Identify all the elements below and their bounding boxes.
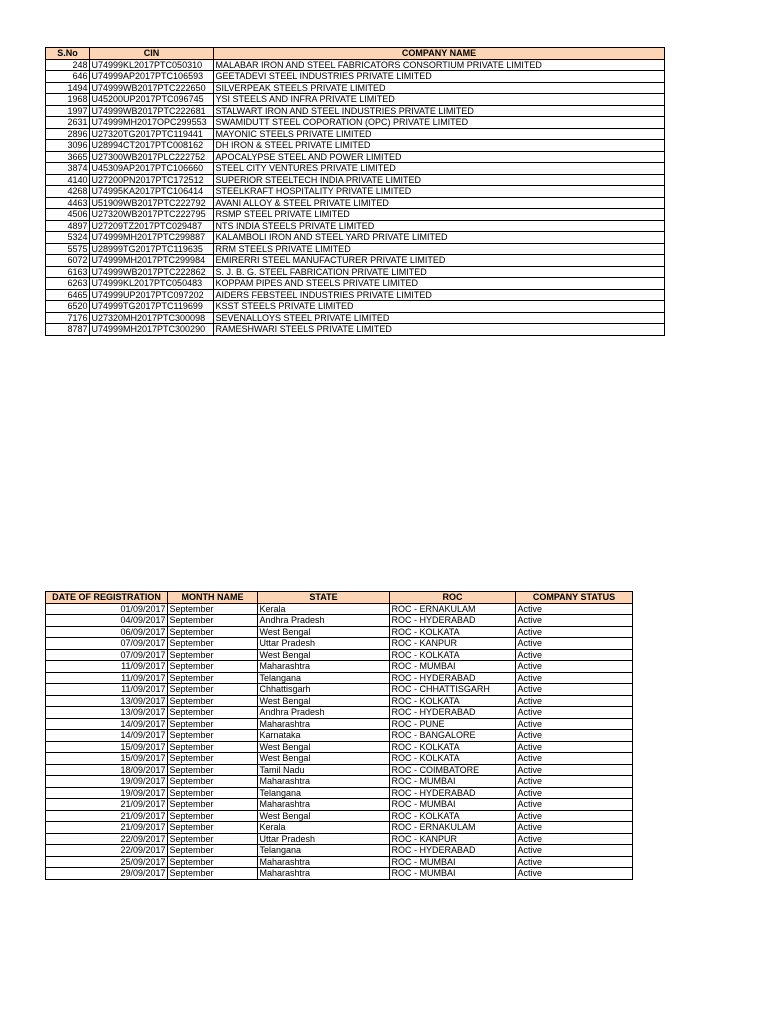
registration-date-cell: 11/09/2017 <box>46 684 168 696</box>
sno-cell: 2631 <box>46 117 90 129</box>
roc-cell: ROC - KOLKATA <box>390 741 516 753</box>
cin-cell: U51909WB2017PTC222792 <box>90 197 214 209</box>
company-status-cell: Active <box>516 638 633 650</box>
month-name-cell: September <box>168 661 258 673</box>
table-row <box>46 220 665 232</box>
company-status-cell: Active <box>516 661 633 673</box>
header-roc: ROC <box>390 592 516 604</box>
month-name-cell: September <box>168 856 258 868</box>
roc-cell: ROC - MUMBAI <box>390 799 516 811</box>
registration-date-cell: 21/09/2017 <box>46 810 168 822</box>
state-cell: West Bengal <box>258 753 390 765</box>
registration-date-cell: 18/09/2017 <box>46 764 168 776</box>
state-cell: Maharashtra <box>258 868 390 880</box>
table-row <box>46 626 633 638</box>
sno-cell: 1494 <box>46 82 90 94</box>
sno-cell: 646 <box>46 71 90 83</box>
table-row <box>46 312 665 324</box>
company-status-cell: Active <box>516 787 633 799</box>
table-row <box>46 59 665 71</box>
roc-cell: ROC - KOLKATA <box>390 649 516 661</box>
table-row <box>46 163 665 175</box>
registration-date-cell: 11/09/2017 <box>46 661 168 673</box>
month-name-cell: September <box>168 615 258 627</box>
month-name-cell: September <box>168 638 258 650</box>
registration-date-cell: 29/09/2017 <box>46 868 168 880</box>
state-cell: West Bengal <box>258 810 390 822</box>
cin-cell: U74999KL2017PTC050310 <box>90 59 214 71</box>
roc-cell: ROC - HYDERABAD <box>390 787 516 799</box>
sno-cell: 4506 <box>46 209 90 221</box>
registration-date-cell: 13/09/2017 <box>46 695 168 707</box>
table-row <box>46 845 633 857</box>
sno-cell: 8787 <box>46 324 90 336</box>
registration-date-cell: 07/09/2017 <box>46 649 168 661</box>
month-name-cell: September <box>168 672 258 684</box>
state-cell: Kerala <box>258 603 390 615</box>
month-name-cell: September <box>168 845 258 857</box>
company-status-cell: Active <box>516 615 633 627</box>
roc-cell: ROC - HYDERABAD <box>390 845 516 857</box>
company-status-cell: Active <box>516 626 633 638</box>
company-status-cell: Active <box>516 799 633 811</box>
state-cell: Uttar Pradesh <box>258 638 390 650</box>
company-status-cell: Active <box>516 603 633 615</box>
table-row <box>46 764 633 776</box>
company-name-cell: SUPERIOR STEELTECH INDIA PRIVATE LIMITED <box>214 174 665 186</box>
table-row <box>46 128 665 140</box>
company-status-cell: Active <box>516 856 633 868</box>
company-status-cell: Active <box>516 753 633 765</box>
company-status-cell: Active <box>516 868 633 880</box>
state-cell: Uttar Pradesh <box>258 833 390 845</box>
month-name-cell: September <box>168 695 258 707</box>
table-row <box>46 856 633 868</box>
state-cell: West Bengal <box>258 741 390 753</box>
table-row <box>46 266 665 278</box>
table-row <box>46 278 665 290</box>
cin-cell: U74999TG2017PTC119699 <box>90 301 214 313</box>
table-row <box>46 94 665 106</box>
roc-cell: ROC - MUMBAI <box>390 776 516 788</box>
month-name-cell: September <box>168 753 258 765</box>
roc-cell: ROC - KANPUR <box>390 833 516 845</box>
table-row <box>46 255 665 267</box>
company-name-cell: KALAMBOLI IRON AND STEEL YARD PRIVATE LIMITED <box>214 232 665 244</box>
cin-cell: U74999MH2017PTC299887 <box>90 232 214 244</box>
registration-date-cell: 19/09/2017 <box>46 787 168 799</box>
company-name-cell: GEETADEVI STEEL INDUSTRIES PRIVATE LIMITED <box>214 71 665 83</box>
table-row <box>46 615 633 627</box>
registration-date-cell: 04/09/2017 <box>46 615 168 627</box>
company-name-cell: MALABAR IRON AND STEEL FABRICATORS CONSORTIUM PRIVATE LIMITED <box>214 59 665 71</box>
cin-cell: U74999WB2017PTC222681 <box>90 105 214 117</box>
roc-cell: ROC - HYDERABAD <box>390 707 516 719</box>
company-status-cell: Active <box>516 730 633 742</box>
company-name-cell: RSMP STEEL PRIVATE LIMITED <box>214 209 665 221</box>
roc-cell: ROC - CHHATTISGARH <box>390 684 516 696</box>
table-row <box>46 822 633 834</box>
roc-cell: ROC - KANPUR <box>390 638 516 650</box>
table-row <box>46 232 665 244</box>
company-name-cell: KSST STEELS PRIVATE LIMITED <box>214 301 665 313</box>
sno-cell: 6520 <box>46 301 90 313</box>
roc-cell: ROC - ERNAKULAM <box>390 603 516 615</box>
state-cell: Chhattisgarh <box>258 684 390 696</box>
cin-cell: U45200UP2017PTC096745 <box>90 94 214 106</box>
table-row <box>46 243 665 255</box>
cin-cell: U27320MH2017PTC300098 <box>90 312 214 324</box>
month-name-cell: September <box>168 868 258 880</box>
cin-cell: U74995KA2017PTC106414 <box>90 186 214 198</box>
table-row <box>46 649 633 661</box>
company-status-cell: Active <box>516 845 633 857</box>
registration-date-cell: 19/09/2017 <box>46 776 168 788</box>
registration-table <box>45 591 633 880</box>
company-status-cell: Active <box>516 776 633 788</box>
table-row <box>46 776 633 788</box>
sno-cell: 3874 <box>46 163 90 175</box>
sno-cell: 1997 <box>46 105 90 117</box>
registration-date-cell: 21/09/2017 <box>46 799 168 811</box>
company-status-cell: Active <box>516 672 633 684</box>
table-row <box>46 718 633 730</box>
company-name-cell: AVANI ALLOY & STEEL PRIVATE LIMITED <box>214 197 665 209</box>
roc-cell: ROC - KOLKATA <box>390 626 516 638</box>
company-name-cell: MAYONIC STEELS PRIVATE LIMITED <box>214 128 665 140</box>
state-cell: West Bengal <box>258 626 390 638</box>
company-name-cell: RAMESHWARI STEELS PRIVATE LIMITED <box>214 324 665 336</box>
cin-cell: U27320TG2017PTC119441 <box>90 128 214 140</box>
table-row <box>46 672 633 684</box>
table-row <box>46 289 665 301</box>
cin-cell: U45309AP2017PTC106660 <box>90 163 214 175</box>
company-status-cell: Active <box>516 718 633 730</box>
company-name-cell: APOCALYPSE STEEL AND POWER LIMITED <box>214 151 665 163</box>
month-name-cell: September <box>168 707 258 719</box>
table-row <box>46 117 665 129</box>
state-cell: Maharashtra <box>258 776 390 788</box>
company-name-cell: SILVERPEAK STEELS PRIVATE LIMITED <box>214 82 665 94</box>
roc-cell: ROC - MUMBAI <box>390 856 516 868</box>
sno-cell: 1968 <box>46 94 90 106</box>
cin-cell: U27209TZ2017PTC029487 <box>90 220 214 232</box>
table-row <box>46 186 665 198</box>
cin-cell: U74999WB2017PTC222862 <box>90 266 214 278</box>
state-cell: Andhra Pradesh <box>258 707 390 719</box>
table-row <box>46 753 633 765</box>
company-name-cell: RRM STEELS PRIVATE LIMITED <box>214 243 665 255</box>
cin-cell: U27200PN2017PTC172512 <box>90 174 214 186</box>
sno-cell: 5575 <box>46 243 90 255</box>
state-cell: Telangana <box>258 845 390 857</box>
header-month-name: MONTH NAME <box>168 592 258 604</box>
sno-cell: 5324 <box>46 232 90 244</box>
state-cell: Andhra Pradesh <box>258 615 390 627</box>
cin-cell: U74999MH2017PTC299984 <box>90 255 214 267</box>
registration-date-cell: 13/09/2017 <box>46 707 168 719</box>
cin-cell: U74999KL2017PTC050483 <box>90 278 214 290</box>
company-name-cell: SEVENALLOYS STEEL PRIVATE LIMITED <box>214 312 665 324</box>
month-name-cell: September <box>168 799 258 811</box>
roc-cell: ROC - KOLKATA <box>390 695 516 707</box>
registration-date-cell: 22/09/2017 <box>46 833 168 845</box>
state-cell: West Bengal <box>258 695 390 707</box>
month-name-cell: September <box>168 764 258 776</box>
table-row <box>46 324 665 336</box>
month-name-cell: September <box>168 822 258 834</box>
roc-cell: ROC - ERNAKULAM <box>390 822 516 834</box>
state-cell: West Bengal <box>258 649 390 661</box>
roc-cell: ROC - HYDERABAD <box>390 615 516 627</box>
sno-cell: 2896 <box>46 128 90 140</box>
sno-cell: 4268 <box>46 186 90 198</box>
cin-cell: U27320WB2017PTC222795 <box>90 209 214 221</box>
month-name-cell: September <box>168 718 258 730</box>
state-cell: Tamil Nadu <box>258 764 390 776</box>
roc-cell: ROC - BANGALORE <box>390 730 516 742</box>
month-name-cell: September <box>168 833 258 845</box>
company-name-cell: STEELKRAFT HOSPITALITY PRIVATE LIMITED <box>214 186 665 198</box>
state-cell: Kerala <box>258 822 390 834</box>
month-name-cell: September <box>168 776 258 788</box>
state-cell: Maharashtra <box>258 718 390 730</box>
company-name-cell: AIDERS FEBSTEEL INDUSTRIES PRIVATE LIMITED <box>214 289 665 301</box>
roc-cell: ROC - KOLKATA <box>390 753 516 765</box>
table-row <box>46 209 665 221</box>
month-name-cell: September <box>168 741 258 753</box>
company-status-cell: Active <box>516 695 633 707</box>
cin-cell: U74999MH2017OPC299553 <box>90 117 214 129</box>
cin-cell: U27300WB2017PLC222752 <box>90 151 214 163</box>
cin-cell: U74999UP2017PTC097202 <box>90 289 214 301</box>
roc-cell: ROC - MUMBAI <box>390 661 516 673</box>
sno-cell: 6465 <box>46 289 90 301</box>
company-status-cell: Active <box>516 741 633 753</box>
cin-cell: U74999WB2017PTC222650 <box>90 82 214 94</box>
state-cell: Telangana <box>258 787 390 799</box>
table-row <box>46 730 633 742</box>
roc-cell: ROC - HYDERABAD <box>390 672 516 684</box>
sno-cell: 6163 <box>46 266 90 278</box>
header-company-name: COMPANY NAME <box>214 48 665 60</box>
cin-cell: U74999MH2017PTC300290 <box>90 324 214 336</box>
table-row <box>46 603 633 615</box>
month-name-cell: September <box>168 810 258 822</box>
header-date-of-registration: DATE OF REGISTRATION <box>46 592 168 604</box>
state-cell: Maharashtra <box>258 661 390 673</box>
cin-cell: U28999TG2017PTC119635 <box>90 243 214 255</box>
month-name-cell: September <box>168 730 258 742</box>
month-name-cell: September <box>168 603 258 615</box>
company-status-cell: Active <box>516 684 633 696</box>
month-name-cell: September <box>168 684 258 696</box>
company-status-cell: Active <box>516 764 633 776</box>
sno-cell: 3665 <box>46 151 90 163</box>
registration-date-cell: 06/09/2017 <box>46 626 168 638</box>
roc-cell: ROC - KOLKATA <box>390 810 516 822</box>
registration-date-cell: 14/09/2017 <box>46 730 168 742</box>
company-name-cell: SWAMIDUTT STEEL COPORATION (OPC) PRIVATE LIMITED <box>214 117 665 129</box>
sno-cell: 7176 <box>46 312 90 324</box>
month-name-cell: September <box>168 649 258 661</box>
sno-cell: 3096 <box>46 140 90 152</box>
company-name-cell: STALWART IRON AND STEEL INDUSTRIES PRIVATE LIMITED <box>214 105 665 117</box>
company-status-cell: Active <box>516 707 633 719</box>
table-row <box>46 174 665 186</box>
table-row <box>46 787 633 799</box>
sno-cell: 4140 <box>46 174 90 186</box>
sno-cell: 4463 <box>46 197 90 209</box>
roc-cell: ROC - PUNE <box>390 718 516 730</box>
header-sno: S.No <box>46 48 90 60</box>
table-row <box>46 301 665 313</box>
state-cell: Maharashtra <box>258 856 390 868</box>
company-status-cell: Active <box>516 810 633 822</box>
table-row <box>46 197 665 209</box>
table-row <box>46 140 665 152</box>
company-name-cell: NTS INDIA STEELS PRIVATE LIMITED <box>214 220 665 232</box>
company-status-cell: Active <box>516 833 633 845</box>
sno-cell: 6263 <box>46 278 90 290</box>
company-name-cell: STEEL CITY VENTURES PRIVATE LIMITED <box>214 163 665 175</box>
company-name-cell: YSI STEELS AND INFRA PRIVATE LIMITED <box>214 94 665 106</box>
month-name-cell: September <box>168 626 258 638</box>
header-cin: CIN <box>90 48 214 60</box>
table-row <box>46 707 633 719</box>
roc-cell: ROC - MUMBAI <box>390 868 516 880</box>
roc-cell: ROC - COIMBATORE <box>390 764 516 776</box>
table-row <box>46 695 633 707</box>
table-row <box>46 810 633 822</box>
header-company-status: COMPANY STATUS <box>516 592 633 604</box>
registration-date-cell: 25/09/2017 <box>46 856 168 868</box>
table-header-row <box>46 592 633 604</box>
sno-cell: 6072 <box>46 255 90 267</box>
company-status-cell: Active <box>516 822 633 834</box>
company-status-cell: Active <box>516 649 633 661</box>
registration-date-cell: 15/09/2017 <box>46 741 168 753</box>
sno-cell: 248 <box>46 59 90 71</box>
state-cell: Maharashtra <box>258 799 390 811</box>
company-name-cell: S. J. B. G. STEEL FABRICATION PRIVATE LIMITED <box>214 266 665 278</box>
registration-date-cell: 21/09/2017 <box>46 822 168 834</box>
table-row <box>46 151 665 163</box>
table-header-row <box>46 48 665 60</box>
state-cell: Telangana <box>258 672 390 684</box>
header-state: STATE <box>258 592 390 604</box>
table-row <box>46 105 665 117</box>
registration-date-cell: 11/09/2017 <box>46 672 168 684</box>
table-row <box>46 82 665 94</box>
table-row <box>46 661 633 673</box>
registration-date-cell: 15/09/2017 <box>46 753 168 765</box>
company-name-cell: DH IRON & STEEL PRIVATE LIMITED <box>214 140 665 152</box>
registration-date-cell: 07/09/2017 <box>46 638 168 650</box>
table-row <box>46 638 633 650</box>
table-row <box>46 833 633 845</box>
registration-date-cell: 01/09/2017 <box>46 603 168 615</box>
sno-cell: 4897 <box>46 220 90 232</box>
table-row <box>46 868 633 880</box>
registration-date-cell: 22/09/2017 <box>46 845 168 857</box>
companies-table <box>45 47 665 336</box>
cin-cell: U28994CT2017PTC008162 <box>90 140 214 152</box>
company-name-cell: KOPPAM PIPES AND STEELS PRIVATE LIMITED <box>214 278 665 290</box>
table-row <box>46 71 665 83</box>
state-cell: Karnataka <box>258 730 390 742</box>
registration-date-cell: 14/09/2017 <box>46 718 168 730</box>
table-row <box>46 799 633 811</box>
company-name-cell: EMIRERRI STEEL MANUFACTURER PRIVATE LIMITED <box>214 255 665 267</box>
table-row <box>46 741 633 753</box>
table-row <box>46 684 633 696</box>
month-name-cell: September <box>168 787 258 799</box>
cin-cell: U74999AP2017PTC106593 <box>90 71 214 83</box>
